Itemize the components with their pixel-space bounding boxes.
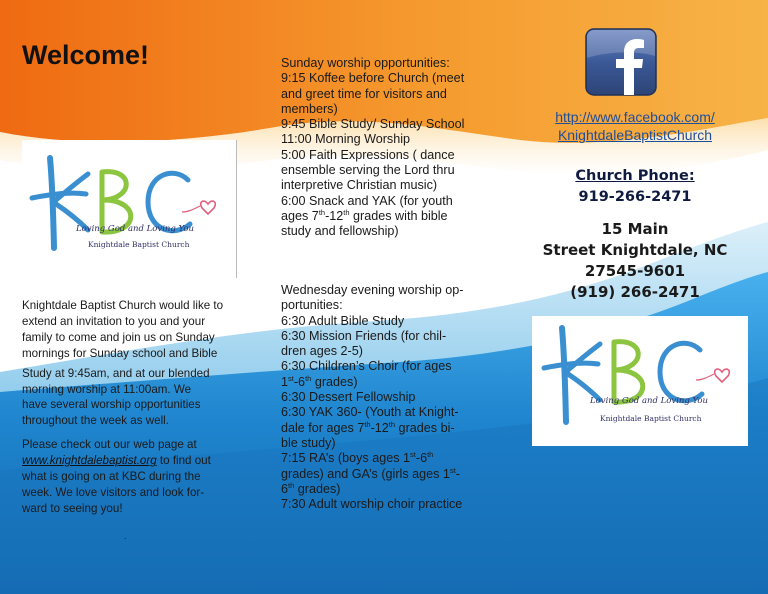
church-phone-block [530, 166, 740, 208]
intro-line: Study at 9:45am, and at our blended [22, 366, 210, 380]
ordinal: th [305, 373, 312, 383]
ordinal: th [364, 419, 371, 429]
intro-line: throughout the week as well. [22, 414, 169, 428]
web-intro-line: Please check out our web page at [22, 438, 197, 452]
wednesday-line: 6:30 Adult Bible Study [281, 313, 405, 328]
facebook-url-line: http://www.facebook.com/ [555, 109, 715, 125]
kbc-tagline: Loving God and Loving You [76, 224, 194, 234]
address-line: 27545-9601 [584, 262, 686, 280]
wednesday-line: portunities: [281, 298, 343, 313]
intro-line: mornings for Sunday school and Bible [22, 346, 218, 360]
wednesday-line: 6:30 Mission Friends (for chil- [281, 328, 447, 343]
sunday-line: 11:00 Morning Worship [281, 132, 411, 147]
yak360-grades-line [281, 421, 499, 436]
intro-line: have several worship opportunities [22, 398, 201, 412]
sunday-line: 6:00 Snack and YAK (for youth [281, 193, 453, 208]
text-part: grades with bible [349, 208, 448, 223]
ordinal: st [410, 450, 416, 460]
ordinal: th [388, 419, 396, 429]
kbc-church-name: Knightdale Baptist Church [600, 414, 702, 423]
ordinal: th [343, 207, 350, 217]
church-address [530, 219, 740, 303]
wednesday-line: dren ages 2-5) [281, 344, 363, 359]
text-part: ages 7 [281, 208, 319, 223]
text-part: -12 [325, 208, 344, 223]
text-part: grades) and GA’s (girls ages 1 [281, 466, 450, 481]
text-part: -6 [293, 374, 306, 389]
gas-end-line [281, 482, 499, 497]
address-line: (919) 266-2471 [570, 283, 700, 301]
sunday-line: interpretive Christian music) [281, 178, 438, 193]
ordinal: th [288, 480, 295, 490]
wednesday-line: Wednesday evening worship op- [281, 283, 464, 297]
sunday-line: 9:15 Koffee before Church (meet [281, 71, 465, 86]
text-part: grades) [294, 481, 341, 496]
kbc-logo-left [22, 140, 237, 278]
text-part: 7:15 RA’s (boys ages 1 [281, 451, 411, 466]
ordinal: th [318, 207, 326, 217]
phone-label: Church Phone: [575, 168, 695, 184]
welcome-intro [22, 298, 234, 517]
kbc-logo-graphic [532, 316, 748, 446]
text-part: grades) [311, 374, 358, 389]
text-part: dale for ages 7 [281, 420, 365, 435]
web-after-line: to find out [156, 454, 211, 468]
kbc-logo-right [532, 316, 748, 446]
phone-number: 919-266-2471 [578, 189, 692, 205]
facebook-icon[interactable] [585, 28, 657, 96]
text-part: 1 [281, 374, 289, 389]
ras-line [281, 451, 499, 466]
web-after-line: ward to seeing you! [22, 501, 123, 515]
sunday-line: Sunday worship opportunities: [281, 56, 450, 70]
kbc-tagline: Loving God and Loving You [590, 396, 708, 406]
sunday-line: ensemble serving the Lord thru [281, 163, 455, 178]
sunday-schedule [281, 56, 499, 240]
intro-line: family to come and join us on Sunday [22, 330, 215, 344]
intro-line: morning worship at 11:00am. We [22, 382, 192, 396]
wednesday-line: 6:30 Dessert Fellowship [281, 390, 416, 405]
sunday-line: study and fellowship) [281, 224, 399, 239]
intro-line: extend an invitation to you and your [22, 314, 206, 328]
web-after-line: week. We love visitors and look for- [22, 485, 205, 499]
address-line: 15 Main [601, 220, 669, 238]
website-link[interactable]: www.knightdalebaptist.org [22, 454, 157, 468]
sunday-line: 9:45 Bible Study/ Sunday School [281, 117, 465, 132]
sunday-line: and greet time for visitors and [281, 86, 447, 101]
stray-dot: . [124, 531, 127, 541]
wednesday-line: 6:30 Children’s Choir (for ages [281, 359, 452, 374]
ordinal: st [449, 465, 456, 475]
wednesday-schedule [281, 283, 499, 512]
ordinal: th [427, 450, 434, 460]
welcome-heading: Welcome! [22, 40, 150, 70]
wednesday-line: 7:30 Adult worship choir practice [281, 497, 463, 512]
sunday-line: 5:00 Faith Expressions ( dance [281, 147, 455, 162]
kbc-church-name: Knightdale Baptist Church [88, 240, 190, 249]
ordinal: st [288, 373, 294, 383]
text-part: grades bi- [395, 420, 455, 435]
gas-line [281, 467, 499, 482]
sunday-line: members) [281, 101, 338, 116]
facebook-url-line: KnightdaleBaptistChurch [557, 127, 713, 143]
web-link-line [22, 453, 234, 469]
wednesday-line: 6:30 YAK 360- (Youth at Knight- [281, 405, 459, 420]
address-line: Street Knightdale, NC [542, 241, 728, 259]
facebook-f-icon [585, 28, 657, 96]
facebook-url-link[interactable] [530, 108, 740, 144]
text-part: - [455, 466, 460, 481]
wednesday-line: ble study) [281, 435, 336, 450]
text-part: -6 [415, 451, 428, 466]
web-after-line: what is going on at KBC during the [22, 470, 201, 484]
intro-line: Knightdale Baptist Church would like to [22, 299, 224, 312]
text-part: -12 [370, 420, 389, 435]
sunday-youth-line [281, 209, 499, 224]
text-part: 6 [281, 481, 289, 496]
kbc-logo-graphic [22, 140, 236, 278]
choir-grades-line [281, 375, 499, 390]
